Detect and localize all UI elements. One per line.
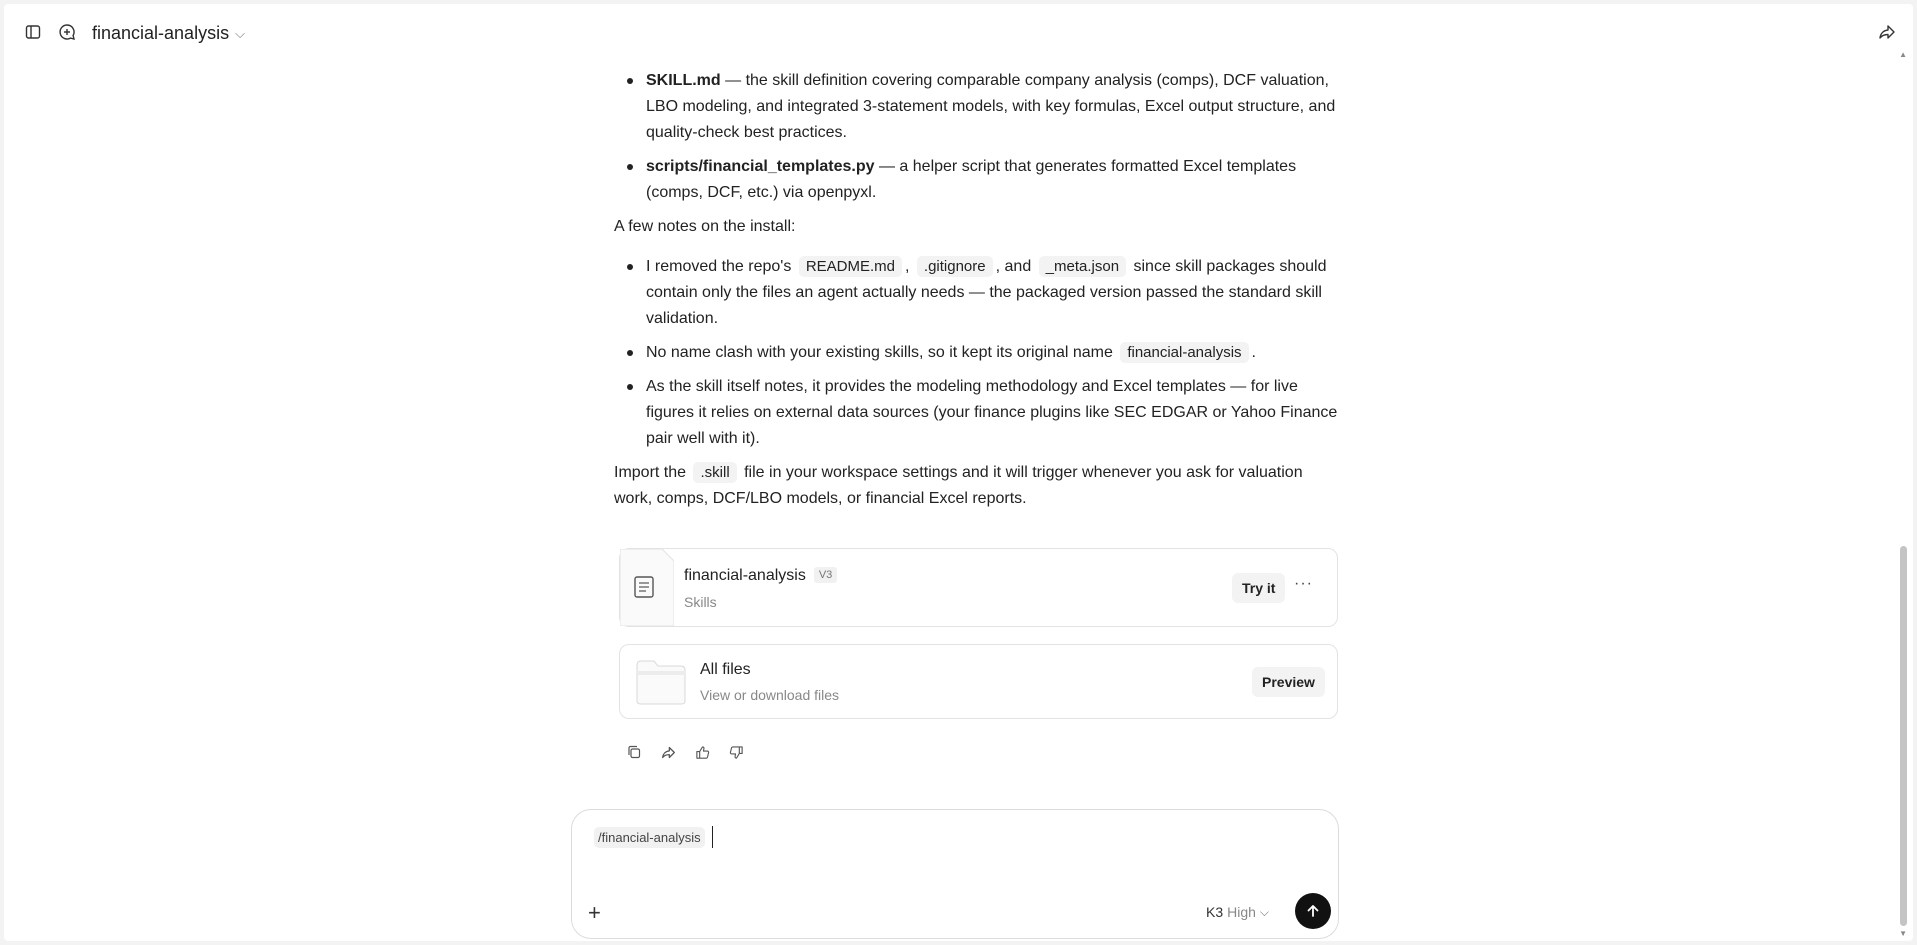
skill-command-chip[interactable]: /financial-analysis (594, 827, 705, 848)
note-text: , and (995, 258, 1032, 275)
send-button[interactable] (1295, 893, 1331, 929)
app-window (4, 4, 1913, 941)
files-title: All files (700, 661, 751, 678)
note-text: I removed the repo's (646, 258, 792, 275)
inline-code: .skill (693, 462, 736, 483)
skill-card[interactable] (619, 548, 1338, 627)
closing-text: Import the (614, 464, 687, 481)
scroll-up-arrow[interactable]: ▲ (1899, 50, 1907, 59)
folder-icon (636, 659, 686, 710)
inline-code: .gitignore (917, 256, 993, 277)
note-text: since skill packages should contain only the files an agent actually needs — the packaged version passed the standard skill validation. (646, 258, 1327, 327)
note-text: As the skill itself notes, it provides the modeling methodology and Excel templates — for live figures it relies on external data sources (your finance plugins like SEC EDGAR or Yahoo Finance pair well with it). (646, 378, 1338, 447)
chat-title[interactable] (92, 23, 245, 44)
file-name: SKILL.md (646, 72, 721, 89)
version-badge: V3 (814, 567, 837, 583)
file-list (614, 68, 1344, 206)
files-subtitle: View or download files (700, 687, 840, 703)
reasoning-level: High (1227, 904, 1256, 920)
model-name: K3 (1206, 904, 1224, 920)
scroll-down-arrow[interactable]: ▼ (1899, 929, 1907, 938)
closing-paragraph (614, 460, 1344, 512)
note-text: . (1251, 344, 1256, 361)
notes-list (614, 254, 1344, 452)
add-attachment-icon[interactable]: + (588, 900, 601, 925)
chevron-down-icon: ⌵ (235, 25, 245, 41)
arrow-up-icon (1305, 903, 1321, 919)
try-it-button[interactable]: Try it (1232, 573, 1285, 603)
chevron-down-icon: ⌵ (1259, 904, 1270, 919)
model-selector[interactable] (1206, 904, 1269, 920)
note-text: , (905, 258, 910, 275)
skill-title (684, 567, 837, 585)
list-item (614, 254, 1344, 332)
preview-button[interactable]: Preview (1252, 667, 1325, 697)
text-caret (712, 826, 713, 848)
skill-subtitle: Skills (684, 594, 717, 610)
notes-intro: A few notes on the install: (614, 218, 796, 235)
list-item (614, 68, 1344, 146)
chat-title-label: financial-analysis (92, 23, 230, 43)
inline-code: README.md (799, 256, 902, 277)
inline-code: financial-analysis (1120, 342, 1248, 363)
message-actions (624, 742, 746, 762)
new-chat-icon[interactable] (56, 21, 78, 43)
thumbs-up-icon[interactable] (692, 742, 712, 762)
files-card[interactable] (619, 644, 1338, 719)
copy-icon[interactable] (624, 742, 644, 762)
file-description: — the skill definition covering comparable company analysis (comps), DCF valuation, LBO modeling, and integrated 3-statement models, with key formulas, Excel output structure, and quality-check best practices. (646, 72, 1336, 141)
file-name: scripts/financial_templates.py (646, 158, 875, 175)
skill-file-icon (620, 549, 674, 626)
share-icon[interactable] (658, 742, 678, 762)
scrollbar-thumb[interactable] (1900, 546, 1907, 926)
more-options-icon[interactable]: ··· (1294, 575, 1313, 592)
top-bar (4, 4, 1913, 56)
closing-text: file in your workspace settings and it will trigger whenever you ask for valuation work, comps, DCF/LBO models, or financial Excel reports. (614, 464, 1303, 507)
share-icon[interactable] (1876, 21, 1898, 43)
assistant-message (614, 68, 1344, 526)
message-composer[interactable] (571, 809, 1339, 939)
note-text: No name clash with your existing skills, so it kept its original name (646, 344, 1113, 361)
sidebar-toggle-icon[interactable] (22, 21, 44, 43)
skill-name: financial-analysis (684, 567, 806, 584)
list-item (614, 374, 1344, 452)
thumbs-down-icon[interactable] (726, 742, 746, 762)
list-item (614, 340, 1344, 366)
inline-code: _meta.json (1039, 256, 1126, 277)
file-description: — a helper script that generates formatted Excel templates (comps, DCF, etc.) via openpyxl. (646, 158, 1297, 201)
list-item (614, 154, 1344, 206)
